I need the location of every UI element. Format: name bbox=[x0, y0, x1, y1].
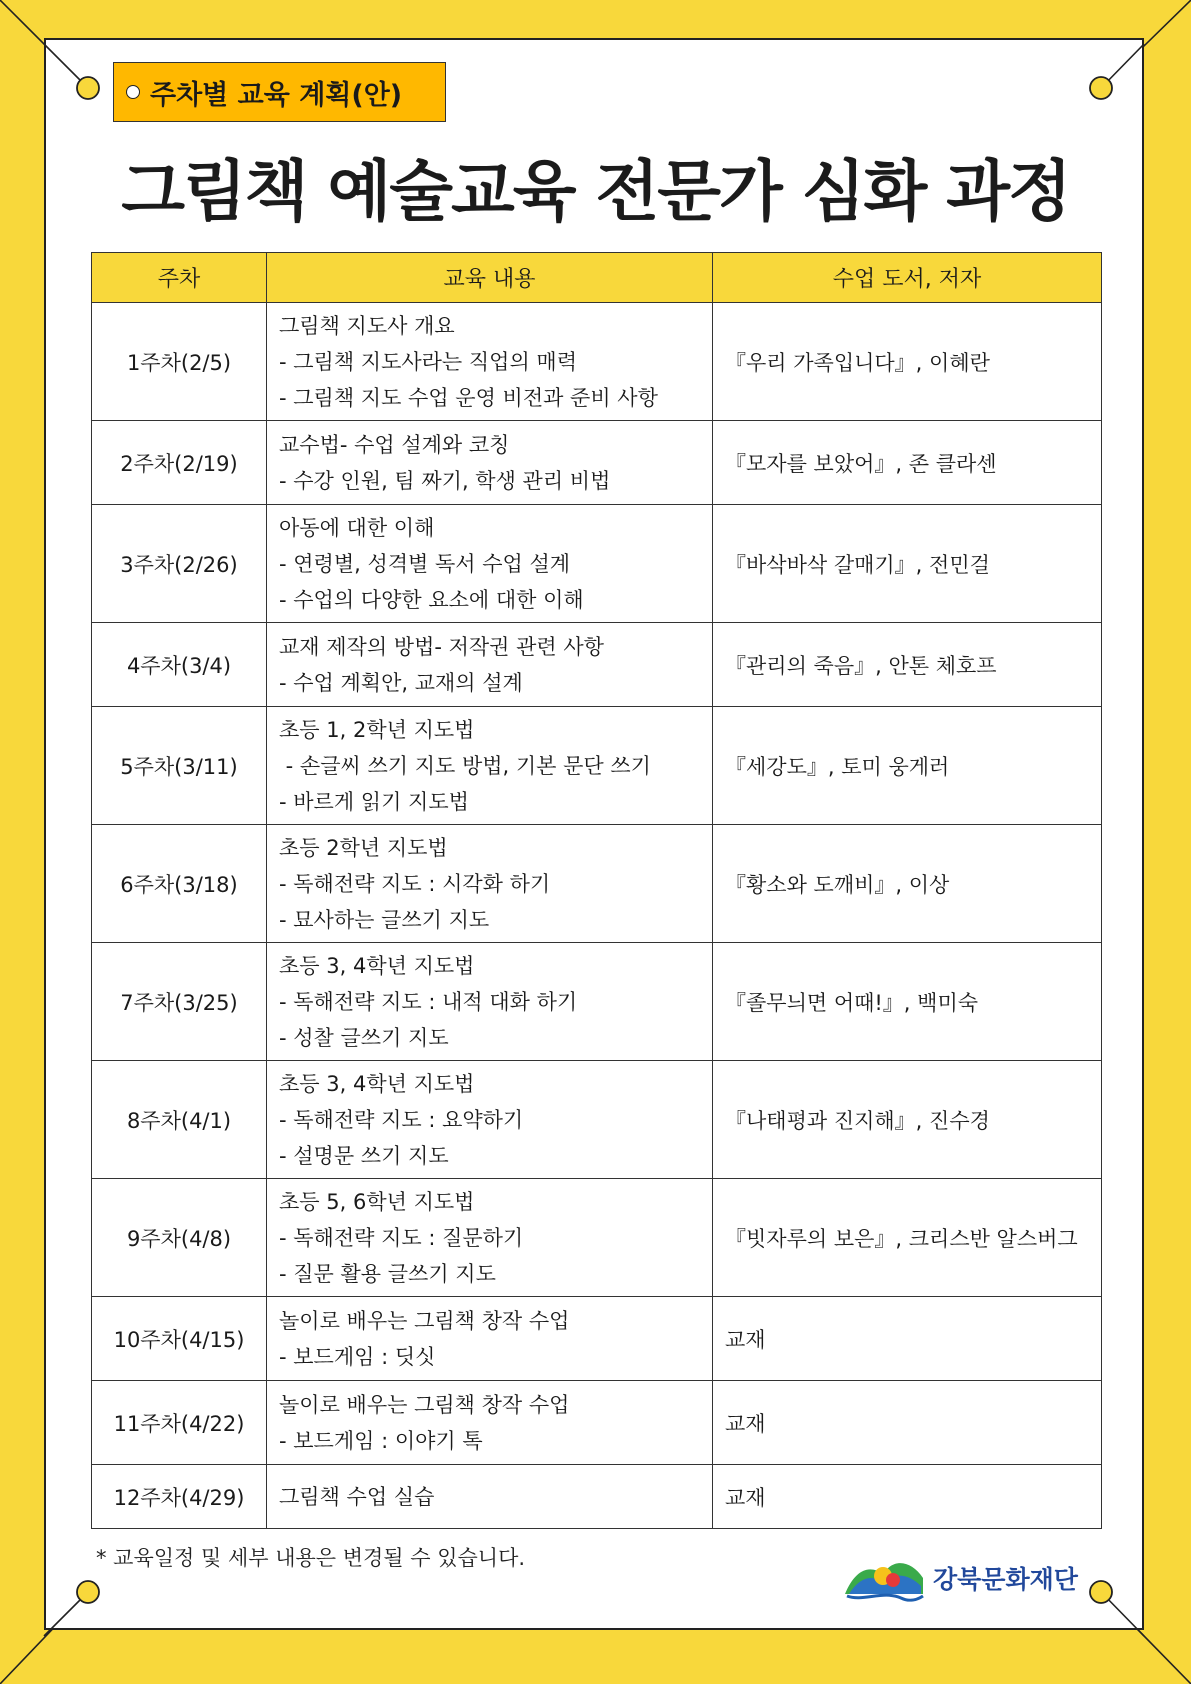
section-tag bbox=[113, 62, 446, 122]
content-line: - 독해전략 지도 : 시각화 하기 bbox=[279, 871, 551, 896]
book-cell: 교재 bbox=[713, 1297, 1102, 1381]
content-line: 초등 2학년 지도법 bbox=[279, 835, 448, 860]
content-line: - 독해전략 지도 : 내적 대화 하기 bbox=[279, 989, 578, 1014]
week-cell: 4주차(3/4) bbox=[92, 623, 267, 707]
bullet-circle-icon bbox=[126, 85, 140, 99]
week-cell: 9주차(4/8) bbox=[92, 1179, 267, 1297]
week-cell: 8주차(4/1) bbox=[92, 1061, 267, 1179]
table-row bbox=[92, 1061, 1102, 1179]
table-row bbox=[92, 303, 1102, 421]
content-line: 교수법- 수업 설계와 코칭 bbox=[279, 432, 510, 457]
header-week: 주차 bbox=[92, 253, 267, 303]
content-cell bbox=[267, 1381, 713, 1465]
content-line: 초등 3, 4학년 지도법 bbox=[279, 1071, 475, 1096]
content-cell bbox=[267, 623, 713, 707]
section-tag-label: 주차별 교육 계획(안) bbox=[150, 79, 403, 111]
content-cell bbox=[267, 303, 713, 421]
content-cell bbox=[267, 707, 713, 825]
content-line: 그림책 수업 실습 bbox=[279, 1484, 435, 1509]
week-cell: 11주차(4/22) bbox=[92, 1381, 267, 1465]
content-line: - 독해전략 지도 : 질문하기 bbox=[279, 1225, 524, 1250]
book-cell: 『관리의 죽음』, 안톤 체호프 bbox=[713, 623, 1102, 707]
content-line: - 그림책 지도사라는 직업의 매력 bbox=[279, 349, 577, 374]
content-line: - 성찰 글쓰기 지도 bbox=[279, 1025, 449, 1050]
table-row bbox=[92, 623, 1102, 707]
table-row bbox=[92, 1179, 1102, 1297]
content-line: 그림책 지도사 개요 bbox=[279, 313, 455, 338]
content-cell bbox=[267, 825, 713, 943]
week-cell: 6주차(3/18) bbox=[92, 825, 267, 943]
content-cell bbox=[267, 1179, 713, 1297]
week-cell: 7주차(3/25) bbox=[92, 943, 267, 1061]
table-row bbox=[92, 825, 1102, 943]
table-row bbox=[92, 1297, 1102, 1381]
book-cell: 『우리 가족입니다』, 이혜란 bbox=[713, 303, 1102, 421]
week-cell: 1주차(2/5) bbox=[92, 303, 267, 421]
content-line: - 수강 인원, 팀 짜기, 학생 관리 비법 bbox=[279, 468, 611, 493]
content-line: 초등 1, 2학년 지도법 bbox=[279, 717, 475, 742]
content-line: 놀이로 배우는 그림책 창작 수업 bbox=[279, 1392, 570, 1417]
week-cell: 3주차(2/26) bbox=[92, 505, 267, 623]
foundation-logo bbox=[843, 1550, 1078, 1606]
content-line: - 보드게임 : 딧싯 bbox=[279, 1344, 436, 1369]
content-line: - 손글씨 쓰기 지도 방법, 기본 문단 쓰기 bbox=[279, 753, 651, 778]
table-row bbox=[92, 1465, 1102, 1529]
table-row bbox=[92, 707, 1102, 825]
content-line: - 그림책 지도 수업 운영 비전과 준비 사항 bbox=[279, 385, 658, 410]
book-cell: 『모자를 보았어』, 존 클라센 bbox=[713, 421, 1102, 505]
header-content: 교육 내용 bbox=[267, 253, 713, 303]
table-row bbox=[92, 1381, 1102, 1465]
schedule-table bbox=[91, 252, 1102, 1529]
content-cell bbox=[267, 1061, 713, 1179]
content-cell bbox=[267, 1465, 713, 1529]
content-line: - 묘사하는 글쓰기 지도 bbox=[279, 907, 490, 932]
week-cell: 2주차(2/19) bbox=[92, 421, 267, 505]
table-row bbox=[92, 421, 1102, 505]
book-cell: 『나태평과 진지해』, 진수경 bbox=[713, 1061, 1102, 1179]
content-line: - 설명문 쓰기 지도 bbox=[279, 1143, 449, 1168]
content-cell bbox=[267, 505, 713, 623]
foundation-logo-text: 강북문화재단 bbox=[933, 1565, 1078, 1594]
table-header-row bbox=[92, 253, 1102, 303]
content-cell bbox=[267, 943, 713, 1061]
week-cell: 5주차(3/11) bbox=[92, 707, 267, 825]
content-line: - 수업 계획안, 교재의 설계 bbox=[279, 670, 523, 695]
foundation-logo-icon bbox=[843, 1550, 925, 1606]
content-line: - 연령별, 성격별 독서 수업 설계 bbox=[279, 551, 571, 576]
book-cell: 교재 bbox=[713, 1381, 1102, 1465]
content-line: 초등 3, 4학년 지도법 bbox=[279, 953, 475, 978]
book-cell: 『세강도』, 토미 웅게러 bbox=[713, 707, 1102, 825]
content-cell bbox=[267, 1297, 713, 1381]
content-line: - 수업의 다양한 요소에 대한 이해 bbox=[279, 587, 584, 612]
week-cell: 12주차(4/29) bbox=[92, 1465, 267, 1529]
content-line: 교재 제작의 방법- 저작권 관련 사항 bbox=[279, 634, 604, 659]
week-cell: 10주차(4/15) bbox=[92, 1297, 267, 1381]
content-line: - 독해전략 지도 : 요약하기 bbox=[279, 1107, 524, 1132]
content-line: - 보드게임 : 이야기 톡 bbox=[279, 1428, 483, 1453]
table-row bbox=[92, 943, 1102, 1061]
book-cell: 『빗자루의 보은』, 크리스반 알스버그 bbox=[713, 1179, 1102, 1297]
content-line: - 바르게 읽기 지도법 bbox=[279, 789, 469, 814]
book-cell: 『바삭바삭 갈매기』, 전민걸 bbox=[713, 505, 1102, 623]
book-cell: 『졸무늬면 어때!』, 백미숙 bbox=[713, 943, 1102, 1061]
content-line: - 질문 활용 글쓰기 지도 bbox=[279, 1261, 496, 1286]
content-line: 초등 5, 6학년 지도법 bbox=[279, 1189, 475, 1214]
content-cell bbox=[267, 421, 713, 505]
book-cell: 교재 bbox=[713, 1465, 1102, 1529]
book-cell: 『황소와 도깨비』, 이상 bbox=[713, 825, 1102, 943]
content-line: 놀이로 배우는 그림책 창작 수업 bbox=[279, 1308, 570, 1333]
header-book: 수업 도서, 저자 bbox=[713, 253, 1102, 303]
footnote: * 교육일정 및 세부 내용은 변경될 수 있습니다. bbox=[96, 1546, 526, 1570]
table-row bbox=[92, 505, 1102, 623]
content-line: 아동에 대한 이해 bbox=[279, 515, 435, 540]
page-title: 그림책 예술교육 전문가 심화 과정 bbox=[121, 153, 1070, 230]
